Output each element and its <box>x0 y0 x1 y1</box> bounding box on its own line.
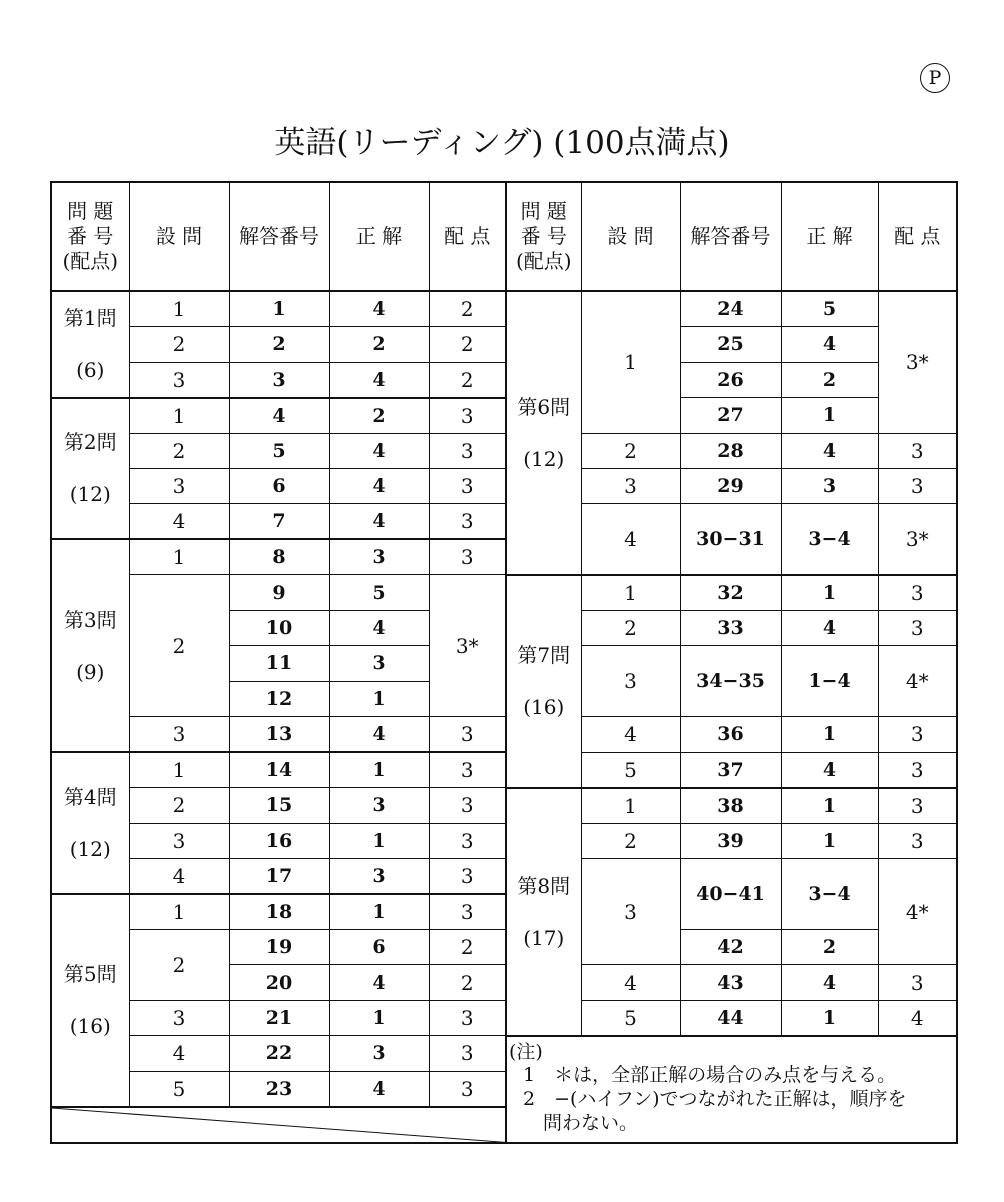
correct-answer-cell: 4 <box>329 433 429 468</box>
question-cell: 4 <box>129 858 229 893</box>
answer-number-cell: 19 <box>229 929 329 964</box>
question-cell: 3 <box>581 468 680 503</box>
table-row <box>51 752 957 787</box>
correct-answer-cell: 4 <box>781 327 878 362</box>
section-8-points: (17) <box>523 925 565 950</box>
question-cell: 2 <box>129 929 229 1000</box>
correct-answer-cell: 3 <box>329 646 429 681</box>
section-7-name: 第7問 <box>517 643 571 668</box>
answer-number-cell: 28 <box>680 433 781 468</box>
correct-answer-cell: 3−4 <box>781 858 878 929</box>
section-8-name: 第8問 <box>517 873 571 898</box>
notes-heading: (注) <box>509 1040 543 1063</box>
header-section-line3: (配点) <box>62 249 119 274</box>
question-cell: 3 <box>129 717 229 752</box>
correct-answer-cell: 1 <box>329 823 429 858</box>
answer-number-cell: 9 <box>229 575 329 610</box>
correct-answer-cell: 4 <box>781 433 878 468</box>
correct-answer-cell: 4 <box>329 610 429 645</box>
question-cell: 2 <box>581 433 680 468</box>
correct-answer-cell: 1 <box>329 681 429 716</box>
points-cell: 2 <box>429 291 506 326</box>
section-4-cell <box>51 752 129 894</box>
answer-number-cell: 24 <box>680 291 781 326</box>
section-4-name: 第4問 <box>63 785 117 810</box>
answer-number-cell: 4 <box>229 398 329 433</box>
question-cell: 4 <box>581 504 680 575</box>
correct-answer-cell: 2 <box>781 929 878 964</box>
answer-number-cell: 21 <box>229 1000 329 1035</box>
question-cell: 3 <box>129 362 229 397</box>
correct-answer-cell: 6 <box>329 929 429 964</box>
section-3-points: (9) <box>76 659 105 684</box>
points-cell: 3 <box>429 788 506 823</box>
header-answer-no-r: 解答番号 <box>680 182 781 291</box>
table-row <box>51 327 957 362</box>
section-2-name: 第2問 <box>63 430 117 455</box>
correct-answer-cell: 1 <box>329 894 429 929</box>
notes-cell <box>506 1036 957 1143</box>
answer-number-cell: 29 <box>680 468 781 503</box>
answer-number-cell: 10 <box>229 610 329 645</box>
table-row <box>51 575 957 610</box>
table-row <box>51 433 957 468</box>
table-row <box>51 291 957 326</box>
points-cell: 4* <box>878 858 957 964</box>
header-section-r-line2: 番 号 <box>520 224 567 249</box>
points-cell: 3 <box>878 752 957 787</box>
section-7-cell <box>506 575 581 788</box>
header-question: 設 問 <box>129 182 229 291</box>
points-cell: 3 <box>429 1000 506 1035</box>
marker-p: P <box>920 63 950 93</box>
section-4-points: (12) <box>69 837 111 862</box>
table-row <box>51 398 957 433</box>
table-row <box>51 858 957 893</box>
table-row <box>51 823 957 858</box>
table-row <box>51 717 957 752</box>
header-correct-r: 正 解 <box>781 182 878 291</box>
answer-number-cell: 1 <box>229 291 329 326</box>
correct-answer-cell: 1 <box>781 788 878 823</box>
question-cell: 3 <box>129 1000 229 1035</box>
answer-number-cell: 17 <box>229 858 329 893</box>
answer-number-cell: 32 <box>680 575 781 610</box>
answer-number-cell: 20 <box>229 965 329 1000</box>
correct-answer-cell: 4 <box>781 610 878 645</box>
header-points: 配 点 <box>429 182 506 291</box>
section-5-name: 第5問 <box>63 962 117 987</box>
points-cell: 2 <box>429 929 506 964</box>
question-cell: 1 <box>581 291 680 433</box>
header-section-line2: 番 号 <box>67 224 114 249</box>
correct-answer-cell: 4 <box>329 717 429 752</box>
answer-number-cell: 13 <box>229 717 329 752</box>
answer-number-cell: 42 <box>680 929 781 964</box>
answer-number-cell: 44 <box>680 1000 781 1035</box>
points-cell: 3 <box>878 575 957 610</box>
points-cell: 3 <box>429 539 506 574</box>
points-cell: 3 <box>429 1071 506 1106</box>
correct-answer-cell: 4 <box>329 291 429 326</box>
answer-number-cell: 39 <box>680 823 781 858</box>
question-cell: 3 <box>129 823 229 858</box>
table-row <box>51 362 957 397</box>
question-cell: 3 <box>581 646 680 717</box>
question-cell: 1 <box>129 539 229 574</box>
points-cell: 3 <box>429 752 506 787</box>
header-section <box>51 182 129 291</box>
points-cell: 3 <box>429 468 506 503</box>
answer-number-cell: 34−35 <box>680 646 781 717</box>
points-cell: 3 <box>878 468 957 503</box>
correct-answer-cell: 1 <box>781 398 878 433</box>
points-cell: 3 <box>429 858 506 893</box>
header-points-r: 配 点 <box>878 182 957 291</box>
answer-number-cell: 25 <box>680 327 781 362</box>
section-5-points: (16) <box>69 1014 111 1039</box>
table-row <box>51 929 957 964</box>
correct-answer-cell: 1 <box>329 752 429 787</box>
question-cell: 3 <box>581 858 680 964</box>
question-cell: 1 <box>581 788 680 823</box>
correct-answer-cell: 5 <box>329 575 429 610</box>
correct-answer-cell: 3−4 <box>781 504 878 575</box>
section-3-cell <box>51 539 129 752</box>
blank-diagonal-cell <box>51 1107 506 1143</box>
question-cell: 2 <box>581 610 680 645</box>
question-cell: 2 <box>129 788 229 823</box>
answer-number-cell: 38 <box>680 788 781 823</box>
question-cell: 2 <box>129 327 229 362</box>
header-correct: 正 解 <box>329 182 429 291</box>
answer-number-cell: 40−41 <box>680 858 781 929</box>
table-row <box>51 788 957 823</box>
note-2-continued: 問わない。 <box>543 1111 639 1134</box>
points-cell: 3 <box>878 788 957 823</box>
answer-number-cell: 12 <box>229 681 329 716</box>
question-cell: 2 <box>129 433 229 468</box>
question-cell: 2 <box>581 823 680 858</box>
points-cell: 3 <box>878 823 957 858</box>
header-row <box>51 182 957 291</box>
section-1-cell <box>51 291 129 397</box>
header-section-r <box>506 182 581 291</box>
question-cell: 1 <box>129 752 229 787</box>
answer-number-cell: 36 <box>680 717 781 752</box>
answer-number-cell: 33 <box>680 610 781 645</box>
table-row <box>51 504 957 539</box>
question-cell: 1 <box>129 398 229 433</box>
points-cell: 3 <box>429 1036 506 1071</box>
table-row <box>51 1036 957 1071</box>
answer-number-cell: 3 <box>229 362 329 397</box>
question-cell: 4 <box>129 504 229 539</box>
answer-number-cell: 5 <box>229 433 329 468</box>
question-cell: 5 <box>581 1000 680 1035</box>
correct-answer-cell: 1−4 <box>781 646 878 717</box>
correct-answer-cell: 2 <box>781 362 878 397</box>
answer-number-cell: 14 <box>229 752 329 787</box>
question-cell: 1 <box>129 894 229 929</box>
points-cell: 3 <box>878 965 957 1000</box>
section-6-name: 第6問 <box>517 395 571 420</box>
answer-number-cell: 30−31 <box>680 504 781 575</box>
points-cell: 3* <box>878 504 957 575</box>
points-cell: 3 <box>429 433 506 468</box>
answer-number-cell: 37 <box>680 752 781 787</box>
points-cell: 4* <box>878 646 957 717</box>
answer-number-cell: 7 <box>229 504 329 539</box>
points-cell: 3 <box>429 504 506 539</box>
points-cell: 4 <box>878 1000 957 1035</box>
correct-answer-cell: 1 <box>781 717 878 752</box>
answer-key-table <box>50 181 958 1144</box>
section-5-cell <box>51 894 129 1107</box>
answer-number-cell: 6 <box>229 468 329 503</box>
correct-answer-cell: 5 <box>781 291 878 326</box>
section-6-cell <box>506 291 581 575</box>
correct-answer-cell: 4 <box>329 504 429 539</box>
points-cell: 2 <box>429 965 506 1000</box>
correct-answer-cell: 1 <box>781 575 878 610</box>
correct-answer-cell: 4 <box>781 752 878 787</box>
answer-number-cell: 23 <box>229 1071 329 1106</box>
answer-number-cell: 27 <box>680 398 781 433</box>
header-section-r-line3: (配点) <box>515 249 572 274</box>
header-section-r-line1: 問 題 <box>520 199 567 224</box>
points-cell: 2 <box>429 327 506 362</box>
points-cell: 3* <box>429 575 506 717</box>
answer-number-cell: 2 <box>229 327 329 362</box>
section-2-cell <box>51 398 129 540</box>
question-cell: 4 <box>581 717 680 752</box>
correct-answer-cell: 4 <box>329 468 429 503</box>
question-cell: 1 <box>129 291 229 326</box>
answer-number-cell: 16 <box>229 823 329 858</box>
answer-number-cell: 22 <box>229 1036 329 1071</box>
question-cell: 3 <box>129 468 229 503</box>
correct-answer-cell: 4 <box>329 965 429 1000</box>
answer-number-cell: 8 <box>229 539 329 574</box>
answer-number-cell: 26 <box>680 362 781 397</box>
points-cell: 3 <box>429 823 506 858</box>
section-1-points: (6) <box>76 358 105 383</box>
correct-answer-cell: 1 <box>781 823 878 858</box>
table-row <box>51 468 957 503</box>
points-cell: 3 <box>429 398 506 433</box>
table-row <box>51 1000 957 1035</box>
question-cell: 5 <box>129 1071 229 1106</box>
answer-number-cell: 18 <box>229 894 329 929</box>
header-answer-no: 解答番号 <box>229 182 329 291</box>
correct-answer-cell: 2 <box>329 398 429 433</box>
points-cell: 3 <box>429 894 506 929</box>
section-8-cell <box>506 788 581 1036</box>
question-cell: 4 <box>129 1036 229 1071</box>
page-title: 英語(リーディング) (100点満点) <box>274 125 730 161</box>
header-question-r: 設 問 <box>581 182 680 291</box>
correct-answer-cell: 3 <box>329 788 429 823</box>
section-2-points: (12) <box>69 482 111 507</box>
correct-answer-cell: 1 <box>329 1000 429 1035</box>
points-cell: 3 <box>878 610 957 645</box>
points-cell: 3 <box>429 717 506 752</box>
note-1: 1 ＊は，全部正解の場合のみ点を与える。 <box>523 1064 897 1087</box>
points-cell: 2 <box>429 362 506 397</box>
section-6-points: (12) <box>523 447 565 472</box>
correct-answer-cell: 4 <box>781 965 878 1000</box>
correct-answer-cell: 3 <box>329 1036 429 1071</box>
correct-answer-cell: 1 <box>781 1000 878 1035</box>
answer-number-cell: 11 <box>229 646 329 681</box>
points-cell: 3* <box>878 291 957 433</box>
points-cell: 3 <box>878 433 957 468</box>
correct-answer-cell: 4 <box>329 1071 429 1106</box>
header-section-line1: 問 題 <box>67 199 114 224</box>
question-cell: 1 <box>581 575 680 610</box>
answer-number-cell: 15 <box>229 788 329 823</box>
diagonal-line <box>52 1108 505 1142</box>
section-1-name: 第1問 <box>63 306 117 331</box>
section-7-points: (16) <box>523 695 565 720</box>
question-cell: 2 <box>129 575 229 717</box>
points-cell: 3 <box>878 717 957 752</box>
note-2: 2 −(ハイフン)でつながれた正解は，順序を <box>523 1088 907 1111</box>
correct-answer-cell: 4 <box>329 362 429 397</box>
correct-answer-cell: 3 <box>781 468 878 503</box>
section-3-name: 第3問 <box>63 607 117 632</box>
correct-answer-cell: 3 <box>329 539 429 574</box>
question-cell: 4 <box>581 965 680 1000</box>
answer-number-cell: 43 <box>680 965 781 1000</box>
correct-answer-cell: 3 <box>329 858 429 893</box>
correct-answer-cell: 2 <box>329 327 429 362</box>
question-cell: 5 <box>581 752 680 787</box>
